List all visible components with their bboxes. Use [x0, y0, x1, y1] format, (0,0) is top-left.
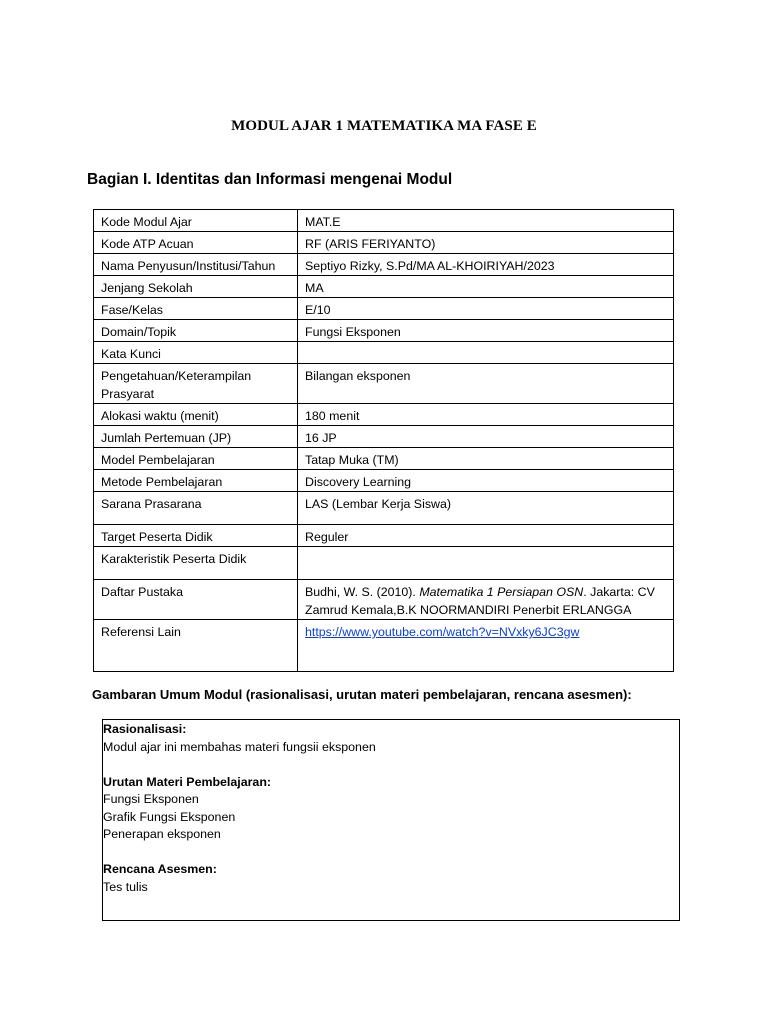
- row-value: Reguler: [298, 525, 674, 547]
- rasionalisasi-text: Modul ajar ini membahas materi fungsii eksponen: [103, 739, 376, 754]
- table-row: [94, 426, 674, 448]
- row-label: Kode Modul Ajar: [94, 210, 298, 232]
- document-title: MODUL AJAR 1 MATEMATIKA MA FASE E: [231, 118, 537, 134]
- row-value: MA: [298, 276, 674, 298]
- table-row: [94, 620, 674, 672]
- table-row: [94, 470, 674, 492]
- table-row: [94, 342, 674, 364]
- row-value: Bilangan eksponen: [298, 364, 674, 404]
- table-row: [94, 404, 674, 426]
- urutan-materi-item: Penerapan eksponen: [103, 827, 221, 841]
- youtube-reference-link[interactable]: https://www.youtube.com/watch?v=NVxky6JC3gw: [305, 625, 580, 639]
- overview-box: [102, 719, 680, 921]
- urutan-materi-item: Fungsi Eksponen: [103, 792, 199, 806]
- rasionalisasi-title: Rasionalisasi:: [103, 722, 187, 736]
- daftar-pustaka-value: [298, 580, 674, 620]
- row-label: Sarana Prasarana: [94, 492, 298, 525]
- table-row: [94, 580, 674, 620]
- row-value: [298, 620, 674, 672]
- row-label: Model Pembelajaran: [94, 448, 298, 470]
- urutan-materi-title: Urutan Materi Pembelajaran:: [103, 774, 272, 789]
- table-row: [94, 254, 674, 276]
- row-label: Daftar Pustaka: [94, 580, 298, 620]
- row-label: Nama Penyusun/Institusi/Tahun: [94, 254, 298, 276]
- row-label: Kode ATP Acuan: [94, 232, 298, 254]
- table-row: [94, 525, 674, 547]
- row-value: [298, 547, 674, 580]
- row-label: Alokasi waktu (menit): [94, 404, 298, 426]
- row-label: Karakteristik Peserta Didik: [94, 547, 298, 580]
- row-label: Fase/Kelas: [94, 298, 298, 320]
- section-heading: Bagian I. Identitas dan Informasi mengenai Modul: [87, 171, 453, 188]
- overview-heading: Gambaran Umum Modul (rasionalisasi, urutan materi pembelajaran, rencana asesmen):: [92, 687, 632, 702]
- table-row: [94, 210, 674, 232]
- table-row: [94, 320, 674, 342]
- spacer: [103, 756, 679, 774]
- rencana-asesmen-title: Rencana Asesmen:: [103, 862, 217, 876]
- identity-table: [93, 209, 674, 672]
- reference-book-title: Matematika 1 Persiapan OSN: [419, 585, 584, 599]
- reference-publisher: . Jakarta: CV Zamrud Kemala,B.K NOORMANDIRI Penerbit ERLANGGA: [305, 585, 655, 617]
- table-row: [94, 232, 674, 254]
- row-label: Domain/Topik: [94, 320, 298, 342]
- row-label: Referensi Lain: [94, 620, 298, 672]
- rencana-asesmen-text: Tes tulis: [103, 879, 148, 894]
- table-row: [94, 276, 674, 298]
- row-label: Metode Pembelajaran: [94, 470, 298, 492]
- row-label: Kata Kunci: [94, 342, 298, 364]
- row-value: Discovery Learning: [298, 470, 674, 492]
- row-value: RF (ARIS FERIYANTO): [298, 232, 674, 254]
- row-value: Tatap Muka (TM): [298, 448, 674, 470]
- row-label: Jenjang Sekolah: [94, 276, 298, 298]
- row-value: LAS (Lembar Kerja Siswa): [298, 492, 674, 525]
- row-label: Target Peserta Didik: [94, 525, 298, 547]
- row-value: E/10: [298, 298, 674, 320]
- row-value: [298, 342, 674, 364]
- row-value: Fungsi Eksponen: [298, 320, 674, 342]
- row-label: Jumlah Pertemuan (JP): [94, 426, 298, 448]
- row-value: Septiyo Rizky, S.Pd/MA AL-KHOIRIYAH/2023: [298, 254, 674, 276]
- table-row: [94, 547, 674, 580]
- reference-author: Budhi, W. S. (2010).: [305, 585, 420, 599]
- table-row: [94, 492, 674, 525]
- table-row: [94, 298, 674, 320]
- table-row: [94, 364, 674, 404]
- row-value: MAT.E: [298, 210, 674, 232]
- table-row: [94, 448, 674, 470]
- row-label: Pengetahuan/Keterampilan Prasyarat: [94, 364, 298, 404]
- row-value: 16 JP: [298, 426, 674, 448]
- spacer: [103, 844, 679, 862]
- urutan-materi-item: Grafik Fungsi Eksponen: [103, 809, 236, 824]
- row-value: 180 menit: [298, 404, 674, 426]
